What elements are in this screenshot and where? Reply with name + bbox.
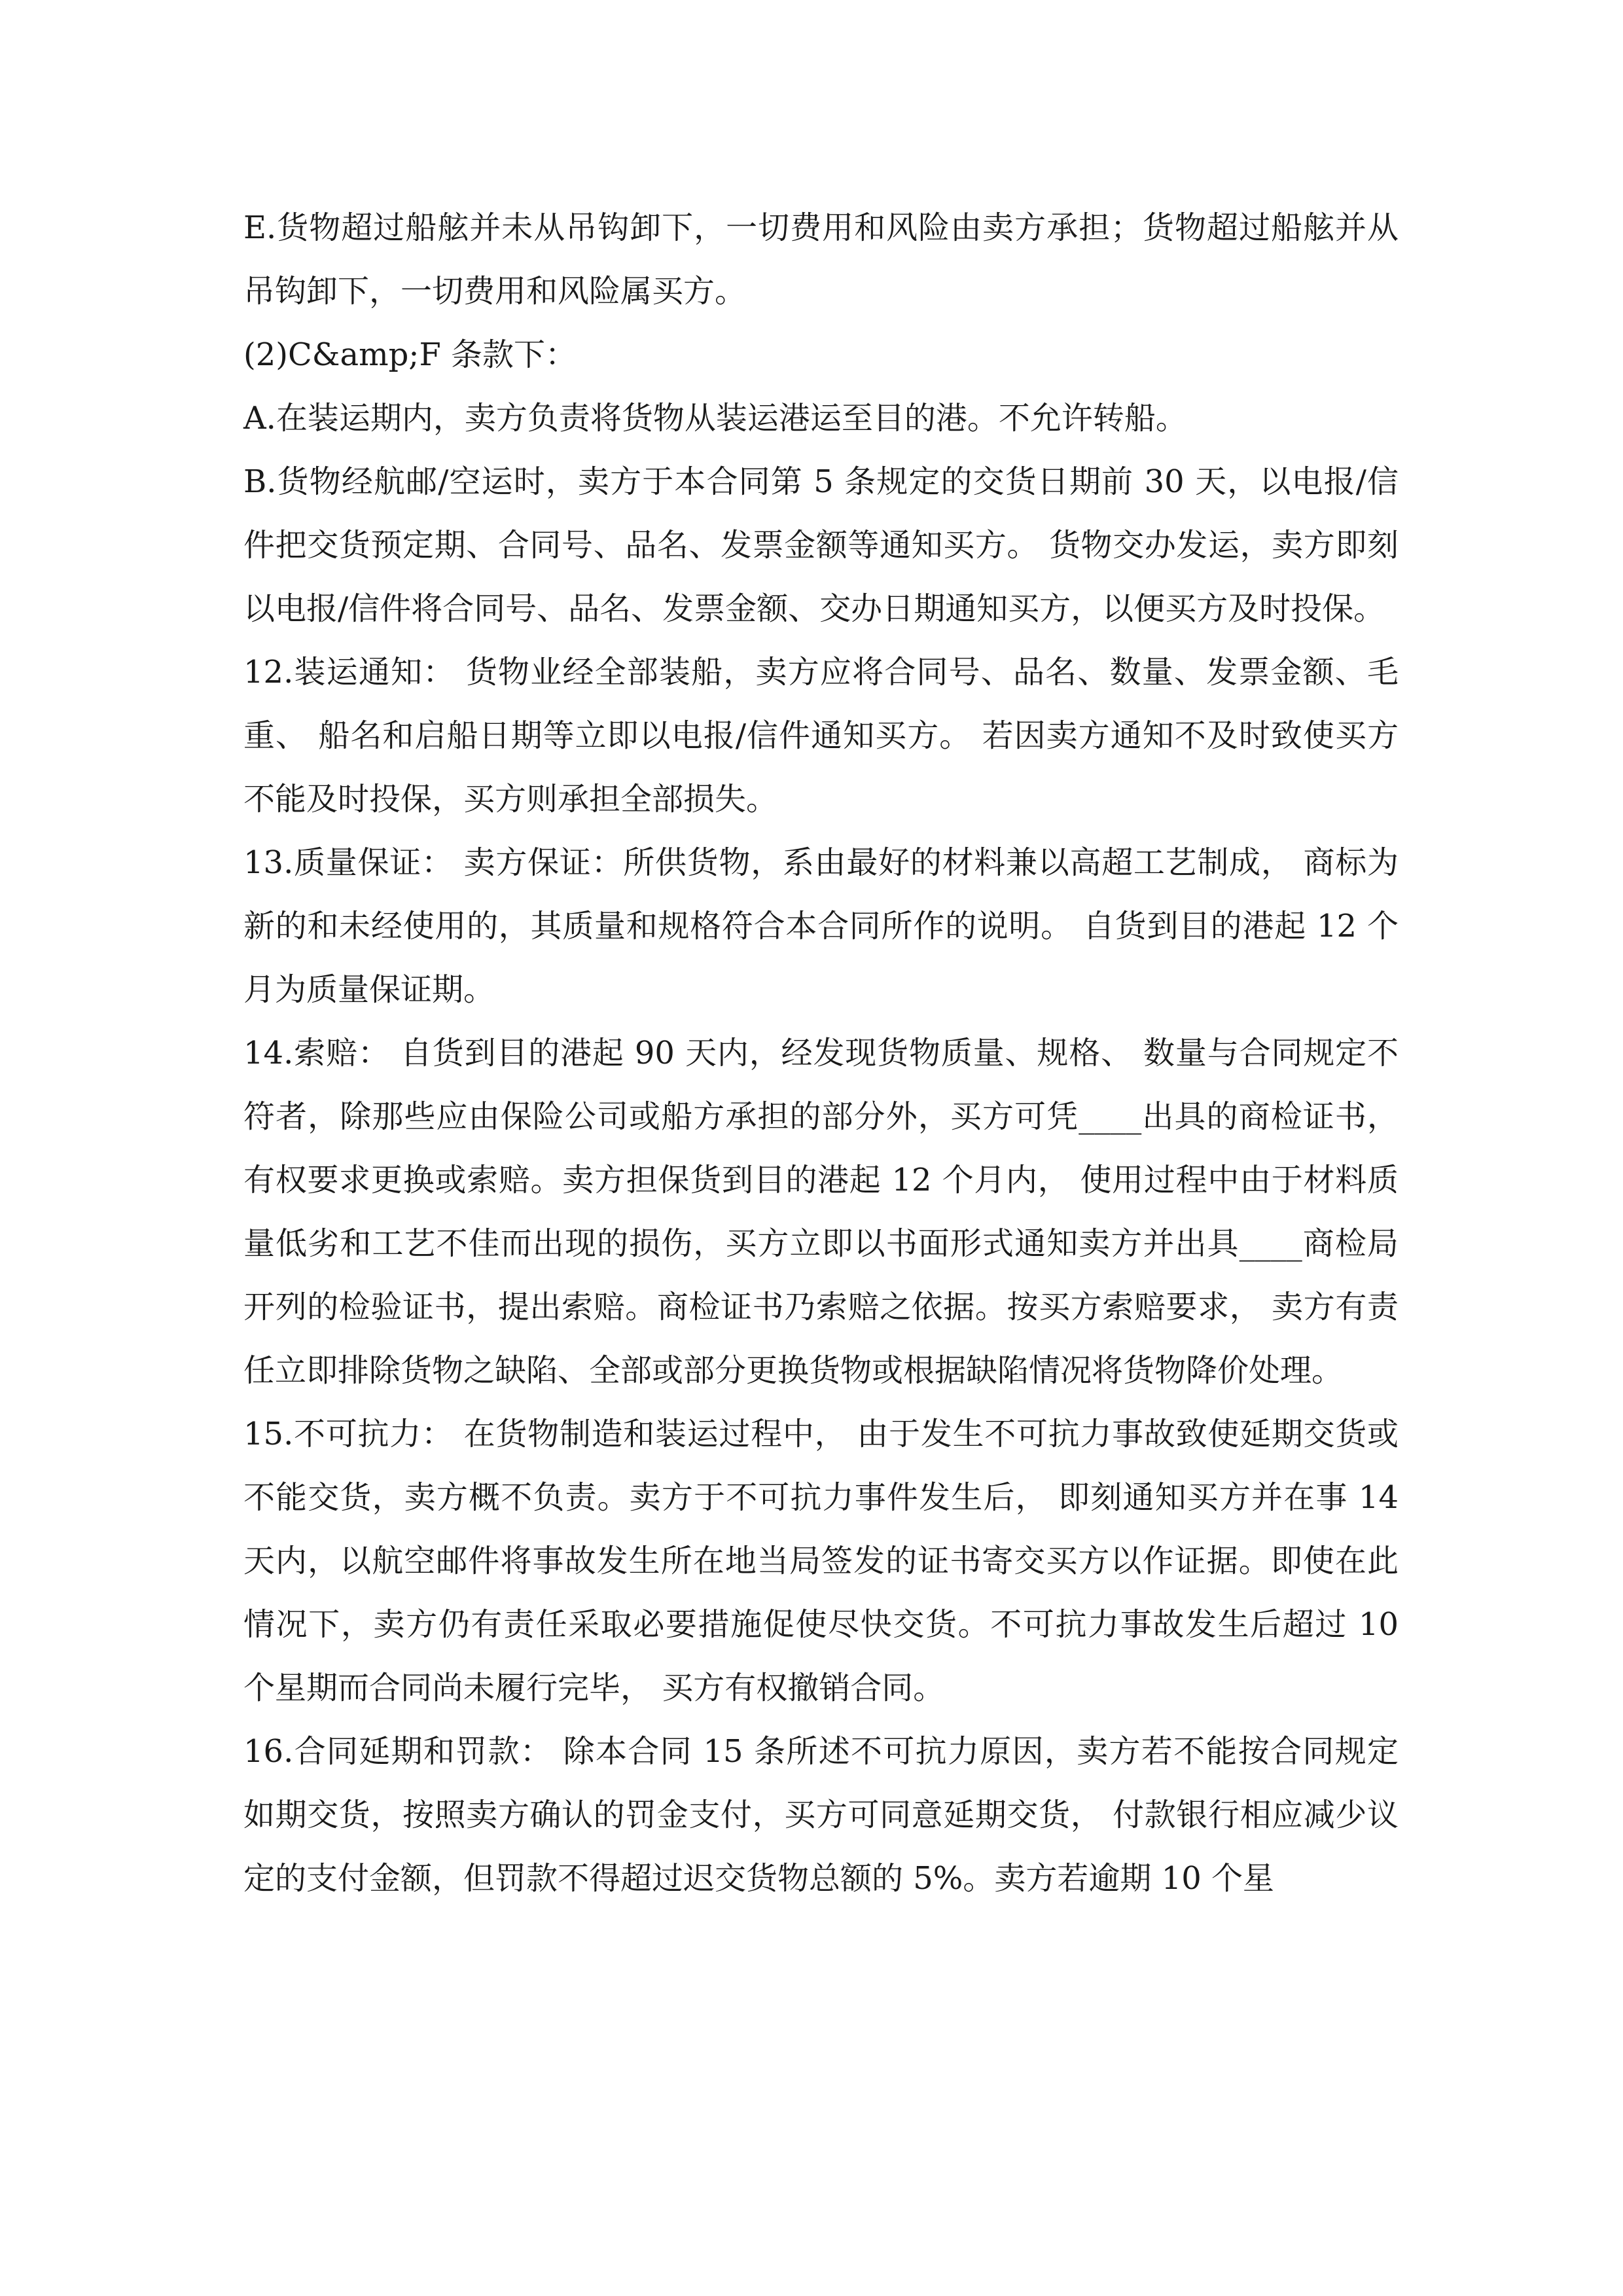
paragraph-cf-heading: (2)C&amp;F 条款下： [243,336,577,373]
paragraph-force-majeure: 15.不可抗力： 在货物制造和装运过程中， 由于发生不可抗力事故致使延期交货或不能交货，卖方概不负责。卖方于不可抗力事件发生后， 即刻通知买方并在事 14 天内，以航空邮件将事故发生所在地当局签发的证书寄交买方以作证据。即使在此情况下，卖方仍有责任采取必要措施促使尽快交货。不可抗力事故发生后超过 10 个星期而合同尚未履行完毕， 买方有权撤销合同。 [243,1416,1399,1706]
paragraph-quality-guarantee: 13.质量保证： 卖方保证：所供货物，系由最好的材料兼以高超工艺制成， 商标为新的和未经使用的，其质量和规格符合本合同所作的说明。 自货到目的港起 12 个月为质量保证期。 [243,844,1399,1008]
paragraph-clause-a: A.在装运期内，卖方负责将货物从装运港运至目的港。不允许转船。 [243,400,1187,437]
paragraph-delay-penalty: 16.合同延期和罚款： 除本合同 15 条所述不可抗力原因，卖方若不能按合同规定如期交货，按照卖方确认的罚金支付，买方可同意延期交货， 付款银行相应减少议定的支付金额，但罚款不得超过迟交货物总额的 5%。卖方若逾期 10 个星 [243,1733,1399,1897]
paragraph-clause-e: E.货物超过船舷并未从吊钩卸下，一切费用和风险由卖方承担；货物超过船舷并从吊钩卸下，一切费用和风险属买方。 [243,209,1399,310]
paragraph-claims: 14.索赔： 自货到目的港起 90 天内，经发现货物质量、规格、 数量与合同规定不符者，除那些应由保险公司或船方承担的部分外，买方可凭____出具的商检证书，有权要求更换或索赔。卖方担保货到目的港起 12 个月内， 使用过程中由于材料质量低劣和工艺不佳而出现的损伤，买方立即以书面形式通知卖方并出具____商检局开列的检验证书，提出索赔。商检证书乃索赔之依据。按买方索赔要求， 卖方有责任立即排除货物之缺陷、全部或部分更换货物或根据缺陷情况将货物降价处理。 [243,1035,1399,1389]
document-body [243,196,1399,1910]
paragraph-shipping-notice: 12.装运通知： 货物业经全部装船，卖方应将合同号、品名、数量、发票金额、毛重、 船名和启船日期等立即以电报/信件通知买方。 若因卖方通知不及时致使买方不能及时投保，买方则承担全部损失。 [243,654,1399,817]
paragraph-clause-b: B.货物经航邮/空运时，卖方于本合同第 5 条规定的交货日期前 30 天，以电报/信件把交货预定期、合同号、品名、发票金额等通知买方。 货物交办发运，卖方即刻以电报/信件将合同号、品名、发票金额、交办日期通知买方，以便买方及时投保。 [243,463,1399,627]
